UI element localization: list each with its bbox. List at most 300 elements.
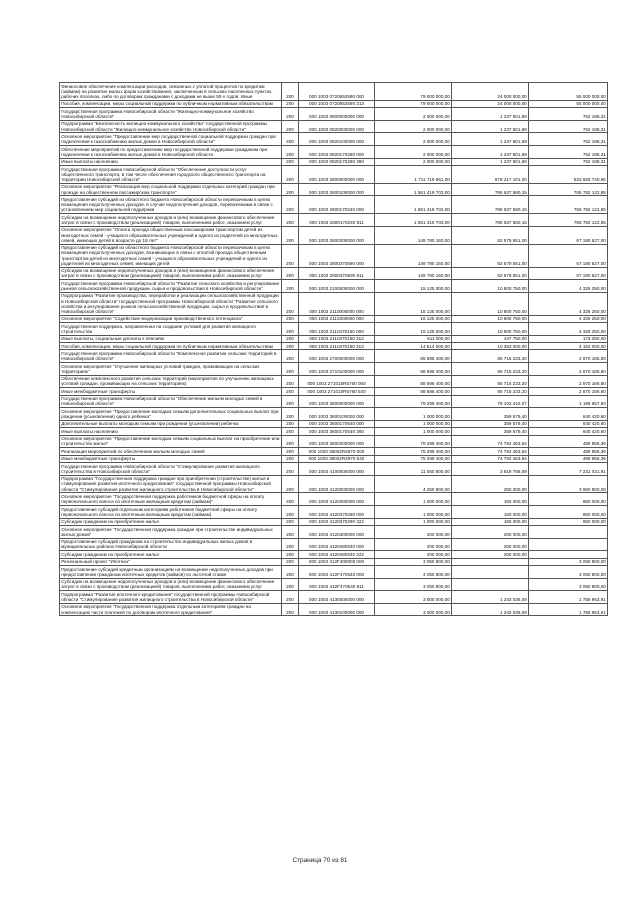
- cell-executed: 447 750,00: [452, 335, 529, 342]
- cell-executed: 795 637 580,15: [452, 214, 529, 227]
- cell-executed: 1 243 036,09: [452, 603, 529, 616]
- table-body: [60, 83, 608, 616]
- cell-budget-code: 000 1003 0800000000 000: [299, 108, 375, 121]
- cell-approved: 15 125 000,00: [375, 292, 452, 315]
- cell-name: Государственная программа Новосибирской области "Комплексное развитие сельских территорий в Новосибирской области": [60, 350, 282, 363]
- cell-line-code: 200: [282, 591, 299, 604]
- table-row: [60, 448, 608, 455]
- table-row: [60, 158, 608, 165]
- cell-name: Подпрограмма "Государственная поддержка граждан при приобретении (строительстве) жилья и стимулирование развития ипотечного кредитования" государственной программы Новосибирской области "Стимулирование развития жилищного строительства в Новосибирской области": [60, 475, 282, 493]
- cell-remaining: 55 000 000,00: [529, 83, 608, 101]
- cell-budget-code: 000 1003 2800100000 000: [299, 183, 375, 196]
- cell-approved: 3 050 800,00: [375, 565, 452, 578]
- cell-name: Государственная программа Новосибирской области "Стимулирование развития жилищного строительства в Новосибирской области": [60, 463, 282, 476]
- cell-remaining: 67 180 627,00: [529, 267, 608, 280]
- cell-budget-code: 000 1003 2800170240 811: [299, 214, 375, 227]
- cell-executed: 82 579 551,00: [452, 244, 529, 267]
- cell-budget-code: 000 1003 4120370290 322: [299, 518, 375, 525]
- cell-approved: 1 000 000,00: [375, 420, 452, 427]
- cell-remaining: 4 152 000,00: [529, 343, 608, 350]
- cell-approved: 149 780 160,00: [375, 226, 452, 244]
- cell-approved: 2 000 000,00: [375, 120, 452, 133]
- cell-executed: 10 353 000,00: [452, 343, 529, 350]
- cell-name: Субсидии гражданам на приобретение жилья: [60, 518, 282, 525]
- cell-remaining: 762 198,31: [529, 108, 608, 121]
- cell-budget-code: 000 1003 2800370590 000: [299, 244, 375, 267]
- cell-approved: 1 561 419 703,00: [375, 196, 452, 214]
- cell-approved: 79 000 000,00: [375, 83, 452, 101]
- table-row: [60, 558, 608, 565]
- cell-executed: 878 217 101,00: [452, 165, 529, 183]
- cell-budget-code: 000 1003 2800370590 811: [299, 267, 375, 280]
- table-row: [60, 435, 608, 448]
- cell-approved: 88 596 400,00: [375, 388, 452, 395]
- table-row: [60, 343, 608, 350]
- cell-name: Основное мероприятие "Государственная поддержка граждан при строительстве индивидуальных жилых домов": [60, 525, 282, 538]
- table-row: [60, 578, 608, 591]
- cell-name: Основное мероприятие "Предоставление молодым семьям дополнительных социальных выплат при рождении (усыновлении) одного ребенка": [60, 408, 282, 421]
- cell-name: Основное мероприятие "Оплата проезда общественным пассажирским транспортом детей из многодетных семей - учащихся образовательных учреждений и одного из родителей из многодетных семей, имеющих детей в возрасте до 18 лет": [60, 226, 282, 244]
- table-row: [60, 463, 608, 476]
- cell-remaining: 762 198,31: [529, 158, 608, 165]
- cell-name: Дополнительные выплаты молодым семьям при рождении (усыновлении) ребенка: [60, 420, 282, 427]
- cell-remaining: 850 000,00: [529, 518, 608, 525]
- table-row: [60, 133, 608, 146]
- cell-budget-code: 000 1003 4120370290 000: [299, 505, 375, 518]
- cell-budget-code: 000 1003 4120300000 000: [299, 493, 375, 506]
- cell-executed: 1 243 036,09: [452, 591, 529, 604]
- cell-approved: 14 514 000,00: [375, 343, 452, 350]
- cell-budget-code: 000 1003 2100000000 000: [299, 280, 375, 293]
- cell-line-code: 200: [282, 463, 299, 476]
- cell-name: Основное мероприятие "Улучшение жилищных условий граждан, проживающих на сельских территориях": [60, 363, 282, 376]
- cell-line-code: 200: [282, 558, 299, 565]
- cell-executed: 1 237 801,69: [452, 133, 529, 146]
- cell-executed: 200 000,00: [452, 538, 529, 551]
- cell-budget-code: 000 1003 4120400000 000: [299, 525, 375, 538]
- table-row: [60, 335, 608, 342]
- cell-line-code: 200: [282, 428, 299, 435]
- cell-approved: 149 780 160,00: [375, 267, 452, 280]
- cell-budget-code: 000 1003 36002R4970 000: [299, 448, 375, 455]
- cell-executed: 85 715 233,20: [452, 350, 529, 363]
- table-row: [60, 505, 608, 518]
- cell-approved: 15 125 000,00: [375, 315, 452, 322]
- cell-line-code: 200: [282, 603, 299, 616]
- cell-remaining: 489 956,36: [529, 455, 608, 462]
- cell-line-code: 200: [282, 350, 299, 363]
- cell-line-code: 200: [282, 196, 299, 214]
- cell-executed: 85 715 233,20: [452, 375, 529, 388]
- cell-approved: 79 299 400,00: [375, 395, 452, 408]
- cell-approved: 78 299 400,00: [375, 435, 452, 448]
- table-row: [60, 455, 608, 462]
- cell-approved: 2 000 000,00: [375, 158, 452, 165]
- cell-executed: 150 000,00: [452, 518, 529, 525]
- cell-line-code: 200: [282, 323, 299, 336]
- cell-remaining: [529, 525, 608, 538]
- cell-remaining: 762 198,31: [529, 145, 608, 158]
- cell-executed: 150 000,00: [452, 493, 529, 506]
- cell-name: Государственная программа Новосибирской области "Обеспечение доступности услуг общественного транспорта, в том числе обеспечения городского общественного транспорта на территории Новосибирской области": [60, 165, 282, 183]
- cell-executed: 1 237 801,69: [452, 158, 529, 165]
- cell-approved: 79 000 000,00: [375, 100, 452, 107]
- cell-budget-code: 000 1003 2710100000 000: [299, 363, 375, 376]
- cell-name: Реализация мероприятий по обеспечению жильем молодых семей: [60, 448, 282, 455]
- cell-approved: 88 596 400,00: [375, 375, 452, 388]
- cell-approved: 1 711 716 861,00: [375, 165, 452, 183]
- table-row: [60, 226, 608, 244]
- cell-remaining: 3 050 800,00: [529, 565, 608, 578]
- table-row: [60, 518, 608, 525]
- cell-name: Пособия, компенсации, меры социальной поддержки по публичным нормативным обязательствам: [60, 100, 282, 107]
- cell-line-code: 200: [282, 395, 299, 408]
- table-row: [60, 196, 608, 214]
- cell-remaining: 3 960 800,00: [529, 475, 608, 493]
- cell-line-code: 200: [282, 420, 299, 427]
- table-row: [60, 120, 608, 133]
- cell-name: Финансовое обеспечение компенсации расходов, связанных с уплатой процентов по кредитам (займам) на развитие малых форм хозяйствования, заключенным в сельских населенных пунктах, рабочих поселках, либо по договорам гражданами с доходами не выше 50-х годов. Иные: [60, 83, 282, 101]
- cell-budget-code: 000 1003 2800000000 000: [299, 165, 375, 183]
- cell-approved: 2 000 000,00: [375, 108, 452, 121]
- cell-line-code: 200: [282, 505, 299, 518]
- cell-executed: 74 792 463,64: [452, 435, 529, 448]
- cell-name: Основное мероприятие "Предоставление мер государственной социальной поддержки граждан при подключении к газоснабжению жилых домов в Новосибирской области": [60, 133, 282, 146]
- cell-remaining: 4 325 250,00: [529, 323, 608, 336]
- cell-executed: 85 715 233,20: [452, 388, 529, 395]
- table-row: [60, 183, 608, 196]
- cell-budget-code: 000 1003 3600000000 000: [299, 395, 375, 408]
- cell-executed: 10 800 750,00: [452, 315, 529, 322]
- cell-approved: 1 561 419 703,00: [375, 214, 452, 227]
- cell-budget-code: 000 1003 0720652590 313: [299, 100, 375, 107]
- cell-name: Предоставление субсидий кредитным организациям на возмещение недополученных доходов при предоставлении гражданам ипотечных кредитов (займов) по льготной ставке: [60, 565, 282, 578]
- cell-remaining: 765 782 122,85: [529, 183, 608, 196]
- cell-line-code: 200: [282, 551, 299, 558]
- cell-line-code: 200: [282, 388, 299, 395]
- cell-executed: 85 715 233,20: [452, 363, 529, 376]
- table-row: [60, 565, 608, 578]
- cell-line-code: 200: [282, 133, 299, 146]
- cell-remaining: 762 198,31: [529, 133, 608, 146]
- page-number: Страница 70 из 81: [292, 857, 348, 864]
- cell-executed: 200 000,00: [452, 551, 529, 558]
- cell-executed: [452, 565, 529, 578]
- cell-approved: 88 596 400,00: [375, 363, 452, 376]
- cell-executed: 10 800 750,00: [452, 323, 529, 336]
- cell-budget-code: 000 1003 3600100000 000: [299, 408, 375, 421]
- cell-budget-code: 000 1003 412F400000 000: [299, 558, 375, 565]
- cell-budget-code: 000 1003 2110370150 313: [299, 343, 375, 350]
- cell-name: Подпрограмма "Безопасность жилищно-коммунального хозяйства" государственной программы Новосибирской области "Жилищно-коммунальное хозяйство Новосибирской области": [60, 120, 282, 133]
- cell-remaining: 765 782 122,85: [529, 214, 608, 227]
- cell-executed: 1 237 801,69: [452, 145, 529, 158]
- cell-executed: 795 637 580,15: [452, 183, 529, 196]
- table-row: [60, 363, 608, 376]
- table-row: [60, 591, 608, 604]
- cell-name: Предоставление субсидий из областного бюджета Новосибирской области перевозчикам в целях возмещения недополученных доходов, в случае недополучения доходов, перевозчиками в связи с установлением мер социальной поддержки: [60, 196, 282, 214]
- cell-remaining: 640 420,60: [529, 428, 608, 435]
- cell-executed: 359 579,40: [452, 408, 529, 421]
- cell-approved: 1 000 000,00: [375, 518, 452, 525]
- cell-name: Государственная программа Новосибирской области "Развитие сельского хозяйства и регулирование рынков сельскохозяйственной продукции, сырья и продовольствия в Новосибирской области": [60, 280, 282, 293]
- cell-line-code: 200: [282, 408, 299, 421]
- cell-approved: 1 000 000,00: [375, 505, 452, 518]
- cell-line-code: 200: [282, 165, 299, 183]
- cell-line-code: 200: [282, 244, 299, 267]
- cell-budget-code: 000 1003 4120480540 322: [299, 551, 375, 558]
- cell-line-code: 200: [282, 158, 299, 165]
- cell-remaining: 2 870 166,80: [529, 388, 608, 395]
- cell-remaining: 489 956,36: [529, 435, 608, 448]
- cell-remaining: [529, 551, 608, 558]
- cell-budget-code: 000 1003 2110000000 000: [299, 292, 375, 315]
- cell-line-code: 200: [282, 145, 299, 158]
- cell-executed: 359 579,40: [452, 428, 529, 435]
- cell-remaining: 4 325 250,00: [529, 315, 608, 322]
- cell-approved: 611 000,00: [375, 335, 452, 342]
- cell-remaining: 1 756 963,91: [529, 591, 608, 604]
- cell-budget-code: 000 1003 271010R5760 540: [299, 388, 375, 395]
- table-row: [60, 214, 608, 227]
- cell-budget-code: 000 1003 4130000000 000: [299, 591, 375, 604]
- cell-name: Основное мероприятие "Государственная поддержка отдельным категориям граждан на компенсацию части платежей по договорам ипотечного кредитования": [60, 603, 282, 616]
- cell-line-code: 200: [282, 292, 299, 315]
- table-row: [60, 428, 608, 435]
- cell-line-code: 200: [282, 214, 299, 227]
- budget-execution-table: [59, 82, 608, 616]
- cell-name: Подпрограмма "Развитие ипотечного кредитования" государственной программы Новосибирской области "Стимулирование развития жилищного строительства в Новосибирской области": [60, 591, 282, 604]
- cell-approved: 149 780 160,00: [375, 244, 452, 267]
- cell-remaining: [529, 538, 608, 551]
- table-row: [60, 420, 608, 427]
- cell-line-code: 200: [282, 363, 299, 376]
- cell-budget-code: 000 1003 271010R5760 000: [299, 375, 375, 388]
- cell-remaining: 1 196 957,93: [529, 395, 608, 408]
- cell-remaining: 67 180 627,00: [529, 244, 608, 267]
- cell-remaining: 833 683 740,95: [529, 165, 608, 183]
- cell-executed: 74 792 463,64: [452, 455, 529, 462]
- cell-remaining: 3 050 800,00: [529, 558, 608, 565]
- cell-approved: 200 000,00: [375, 525, 452, 538]
- cell-approved: 2 000 000,00: [375, 133, 452, 146]
- cell-name: Государственная программа Новосибирской области "Обеспечение жильем молодых семей в Новосибирской области": [60, 395, 282, 408]
- cell-approved: 1 000 000,00: [375, 493, 452, 506]
- cell-name: Основное мероприятие "Содействие модернизации производственного потенциала": [60, 315, 282, 322]
- cell-budget-code: 000 1003 2110370150 000: [299, 323, 375, 336]
- cell-executed: 82 579 551,00: [452, 267, 529, 280]
- cell-approved: 200 000,00: [375, 538, 452, 551]
- cell-name: Иные выплаты населению: [60, 158, 282, 165]
- table-row: [60, 100, 608, 107]
- cell-budget-code: 000 1003 412F470540 000: [299, 565, 375, 578]
- cell-budget-code: 000 1003 2800300000 000: [299, 226, 375, 244]
- cell-budget-code: 000 1003 0820170280 360: [299, 158, 375, 165]
- cell-approved: 3 050 800,00: [375, 578, 452, 591]
- table-row: [60, 145, 608, 158]
- cell-approved: 1 000 000,00: [375, 428, 452, 435]
- cell-budget-code: 000 1003 4120000000 000: [299, 475, 375, 493]
- cell-name: Предоставление субсидий из областного бюджета Новосибирской области перевозчикам в целях возмещения недополученных доходов, возникающих в связи с оплатой проезда общественным транспортом детей из многодетных семей - учащихся образовательных учреждений и одного из родителей из многодетных семей, имеющих детей: [60, 244, 282, 267]
- cell-approved: 3 000 000,00: [375, 591, 452, 604]
- cell-name: Иные выплаты, социальные доплаты к пенсиям: [60, 335, 282, 342]
- cell-approved: 75 299 400,00: [375, 455, 452, 462]
- cell-approved: 15 125 000,00: [375, 280, 452, 293]
- cell-line-code: 200: [282, 226, 299, 244]
- cell-line-code: 200: [282, 183, 299, 196]
- table-row: [60, 315, 608, 322]
- cell-executed: 24 000 000,00: [452, 100, 529, 107]
- cell-budget-code: 000 1003 2700000000 000: [299, 350, 375, 363]
- table-row: [60, 375, 608, 388]
- cell-executed: 1 237 801,69: [452, 120, 529, 133]
- cell-name: Государственная программа Новосибирской области "Жилищно-коммунальное хозяйство Новосибирской области": [60, 108, 282, 121]
- cell-remaining: 2 870 166,80: [529, 363, 608, 376]
- cell-executed: 3 819 768,09: [452, 463, 529, 476]
- table-row: [60, 538, 608, 551]
- table-row: [60, 83, 608, 101]
- cell-name: Государственная поддержка, направленная на создание условий для развития жилищного строительства: [60, 323, 282, 336]
- cell-approved: 11 050 800,00: [375, 463, 452, 476]
- cell-approved: 1 561 419 703,00: [375, 183, 452, 196]
- cell-remaining: 2 870 166,80: [529, 375, 608, 388]
- cell-remaining: 3 050 800,00: [529, 578, 608, 591]
- cell-remaining: 640 420,60: [529, 420, 608, 427]
- cell-budget-code: 000 1003 3600170540 360: [299, 428, 375, 435]
- cell-name: Обеспечение мероприятий по предоставлению мер государственной поддержки гражданам при подключении к газоснабжению жилых домов в Новосибирской области: [60, 145, 282, 158]
- cell-line-code: 200: [282, 315, 299, 322]
- cell-budget-code: 000 1003 2800170240 000: [299, 196, 375, 214]
- table-row: [60, 267, 608, 280]
- cell-executed: 795 637 580,15: [452, 196, 529, 214]
- table-row: [60, 525, 608, 538]
- cell-remaining: 1 756 963,91: [529, 603, 608, 616]
- cell-budget-code: 000 1003 3600170540 000: [299, 420, 375, 427]
- cell-name: Пособия, компенсации, меры социальной поддержки по публичным нормативным обязательствам: [60, 343, 282, 350]
- cell-executed: [452, 558, 529, 565]
- cell-line-code: 200: [282, 375, 299, 388]
- cell-name: Предоставление субсидий гражданам на строительство индивидуальных жилых домов в муниципальных районах Новосибирской области: [60, 538, 282, 551]
- cell-line-code: 200: [282, 518, 299, 525]
- cell-line-code: 200: [282, 538, 299, 551]
- cell-budget-code: 000 1003 3600200000 000: [299, 435, 375, 448]
- cell-remaining: 7 231 031,91: [529, 463, 608, 476]
- cell-line-code: 200: [282, 455, 299, 462]
- cell-remaining: 640 420,60: [529, 408, 608, 421]
- cell-remaining: 2 870 166,80: [529, 350, 608, 363]
- table-row: [60, 493, 608, 506]
- table-row: [60, 323, 608, 336]
- cell-budget-code: 000 1003 412F470540 811: [299, 578, 375, 591]
- cell-executed: 78 102 442,07: [452, 395, 529, 408]
- cell-name: Предоставление субсидий отдельным категориям работников бюджетной сферы на оплату первоначального взноса по ипотечным жилищным кредитам (займам): [60, 505, 282, 518]
- table-row: [60, 350, 608, 363]
- cell-budget-code: 000 1003 4100000000 000: [299, 463, 375, 476]
- table-row: [60, 244, 608, 267]
- cell-budget-code: 000 1003 0720652590 000: [299, 83, 375, 101]
- cell-remaining: 173 250,00: [529, 335, 608, 342]
- cell-approved: 85 596 400,00: [375, 350, 452, 363]
- cell-line-code: 200: [282, 525, 299, 538]
- cell-remaining: 4 325 250,00: [529, 280, 608, 293]
- cell-remaining: 489 956,36: [529, 448, 608, 455]
- cell-name: Субсидии гражданам на приобретение жилья: [60, 551, 282, 558]
- cell-executed: 250 000,00: [452, 475, 529, 493]
- cell-approved: 15 125 000,00: [375, 323, 452, 336]
- cell-remaining: 4 325 250,00: [529, 292, 608, 315]
- cell-approved: 3 000 000,00: [375, 603, 452, 616]
- cell-budget-code: 000 1003 0820100000 000: [299, 133, 375, 146]
- cell-approved: 2 000 000,00: [375, 145, 452, 158]
- cell-name: Субсидии на возмещение недополученных доходов и (или) возмещение финансового обеспечения затрат в связи с производством (реализацией) товаров, выполнением работ, оказанием услуг: [60, 267, 282, 280]
- cell-executed: 150 000,00: [452, 505, 529, 518]
- cell-name: Иные межбюджетные трансферты: [60, 388, 282, 395]
- cell-approved: 75 299 400,00: [375, 448, 452, 455]
- cell-executed: 1 237 801,69: [452, 108, 529, 121]
- cell-executed: 74 792 463,64: [452, 448, 529, 455]
- table-row: [60, 395, 608, 408]
- cell-name: Основное мероприятие "Реализация мер социальной поддержки отдельных категорий граждан при проезде на общественном пассажирском транспорте": [60, 183, 282, 196]
- cell-line-code: 200: [282, 100, 299, 107]
- table-row: [60, 292, 608, 315]
- cell-executed: 82 579 551,00: [452, 226, 529, 244]
- cell-line-code: 200: [282, 448, 299, 455]
- table-row: [60, 280, 608, 293]
- cell-name: Основное мероприятие "Предоставление молодым семьям социальных выплат на приобретение или строительство жилья": [60, 435, 282, 448]
- cell-executed: [452, 578, 529, 591]
- cell-line-code: 200: [282, 475, 299, 493]
- cell-line-code: 200: [282, 335, 299, 342]
- cell-line-code: 200: [282, 493, 299, 506]
- cell-budget-code: 000 1003 36002R4970 540: [299, 455, 375, 462]
- table-row: [60, 108, 608, 121]
- table-row: [60, 475, 608, 493]
- cell-remaining: 67 180 627,00: [529, 226, 608, 244]
- cell-name: Региональный проект "Ипотека": [60, 558, 282, 565]
- table-row: [60, 165, 608, 183]
- table-row: [60, 388, 608, 395]
- cell-line-code: 200: [282, 120, 299, 133]
- cell-remaining: 762 198,31: [529, 120, 608, 133]
- cell-name: Субсидии на возмещение недополученных доходов и (или) возмещение финансового обеспечения затрат в связи с производством (реализацией) товаров, выполнением работ, оказанием услуг: [60, 578, 282, 591]
- table-row: [60, 603, 608, 616]
- cell-name: Иные межбюджетные трансферты: [60, 455, 282, 462]
- cell-line-code: 200: [282, 280, 299, 293]
- cell-budget-code: 000 1003 0820170280 000: [299, 145, 375, 158]
- cell-line-code: 200: [282, 108, 299, 121]
- cell-approved: 3 050 800,00: [375, 558, 452, 565]
- cell-line-code: 200: [282, 578, 299, 591]
- cell-budget-code: 000 1003 2110370150 312: [299, 335, 375, 342]
- cell-budget-code: 000 1003 4130100000 000: [299, 603, 375, 616]
- cell-remaining: 765 782 122,85: [529, 196, 608, 214]
- cell-budget-code: 000 1003 2110300000 000: [299, 315, 375, 322]
- cell-approved: 4 250 800,00: [375, 475, 452, 493]
- cell-approved: 1 000 000,00: [375, 408, 452, 421]
- cell-name: Подпрограмма "Развитие производства, переработки и реализации сельскохозяйственной продукции в Новосибирской области" государственной программы Новосибирской области "Развитие сельского хозяйства и регулирование рынков сельскохозяйственной продукции, сырья и продовольствия в Новосибирской области": [60, 292, 282, 315]
- cell-executed: 200 000,00: [452, 525, 529, 538]
- cell-name: Субсидии на возмещение недополученных доходов и (или) возмещение финансового обеспечения затрат в связи с производством (реализацией) товаров, выполнением работ, оказанием услуг: [60, 214, 282, 227]
- cell-budget-code: 000 1003 4120480540 000: [299, 538, 375, 551]
- cell-name: Основное мероприятие "Государственная поддержка работников бюджетной сферы на оплату первоначального взноса по ипотечным жилищным кредитам (займам)": [60, 493, 282, 506]
- cell-remaining: 850 000,00: [529, 505, 608, 518]
- cell-line-code: 200: [282, 435, 299, 448]
- cell-remaining: 850 000,00: [529, 493, 608, 506]
- cell-name: Обеспечение комплексного развития сельских территорий (мероприятия по улучшению жилищных условий граждан, проживающих на сельских территориях): [60, 375, 282, 388]
- cell-line-code: 200: [282, 267, 299, 280]
- cell-budget-code: 000 1003 0820000000 000: [299, 120, 375, 133]
- cell-line-code: 200: [282, 565, 299, 578]
